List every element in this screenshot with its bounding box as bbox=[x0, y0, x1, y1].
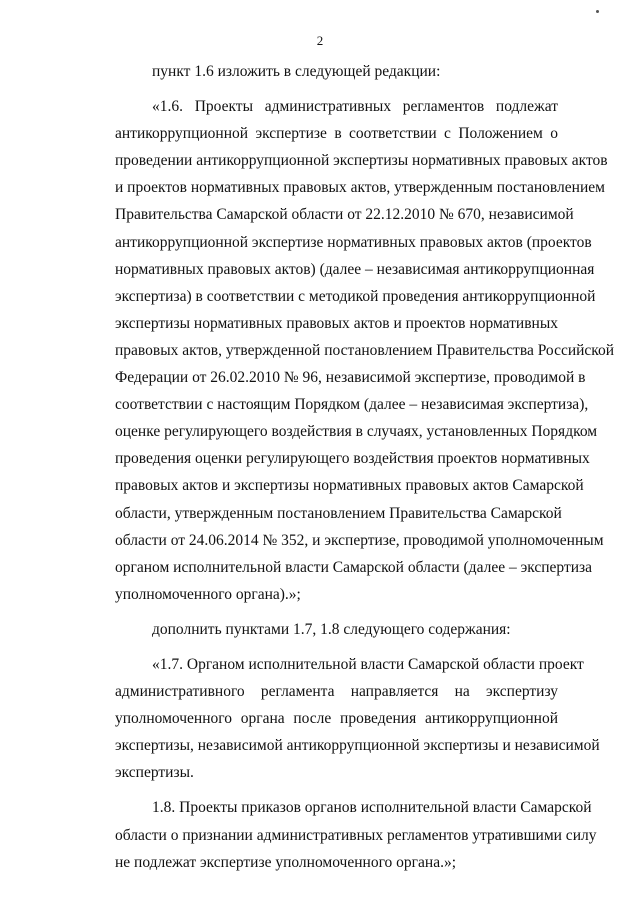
text-line: 1.8. Проекты приказов органов исполнительной власти Самарской bbox=[152, 799, 592, 817]
text-line: Федерации от 26.02.2010 № 96, независимой экспертизе, проводимой в bbox=[115, 369, 586, 387]
text-line: не подлежат экспертизе уполномоченного органа.»; bbox=[115, 853, 457, 871]
paragraph-item-1-6 bbox=[78, 93, 615, 608]
text-line: области о признании административных регламентов утратившими силу bbox=[115, 826, 597, 844]
text-line: Правительства Самарской области от 22.12.2010 № 670, независимой bbox=[115, 206, 574, 224]
paragraph-intro-1-6 bbox=[78, 58, 558, 85]
text-line: «1.7. Органом исполнительной власти Самарской области проект bbox=[152, 655, 584, 673]
text-line: области, утвержденным постановлением Правительства Самарской bbox=[115, 504, 562, 522]
text-line: и проектов нормативных правовых актов, утвержденным постановлением bbox=[115, 179, 605, 197]
text-line: уполномоченного органа).»; bbox=[115, 585, 301, 603]
text-line: антикоррупционной экспертизе в соответствии с Положением о bbox=[115, 125, 558, 143]
document-body bbox=[78, 58, 615, 876]
paragraph-item-1-8 bbox=[78, 794, 597, 875]
text-line: экспертизы. bbox=[115, 764, 194, 782]
text-line: экспертизы, независимой антикоррупционной экспертизы и независимой bbox=[115, 737, 600, 755]
text-line: пункт 1.6 изложить в следующей редакции: bbox=[152, 63, 441, 80]
page-number: 2 bbox=[316, 33, 324, 48]
text-line: области от 24.06.2014 № 352, и экспертизе, проводимой уполномоченным bbox=[115, 531, 604, 549]
text-line: органом исполнительной власти Самарской области (далее – экспертиза bbox=[115, 558, 593, 576]
scan-speck bbox=[596, 10, 599, 13]
paragraph-item-1-7 bbox=[78, 651, 600, 786]
text-line: экспертизы нормативных правовых актов и проектов нормативных bbox=[115, 314, 558, 332]
text-line: соответствии с настоящим Порядком (далее – независимая экспертиза), bbox=[115, 396, 589, 414]
text-line: нормативных правовых актов) (далее – независимая антикоррупционная bbox=[115, 260, 595, 278]
text-line: административного регламента направляется на экспертизу bbox=[115, 683, 558, 701]
paragraph-intro-1-7-1-8 bbox=[78, 616, 558, 643]
text-line: правовых актов и экспертизы нормативных правовых актов Самарской bbox=[115, 477, 584, 495]
text-line: оценке регулирующего воздействия в случаях, установленных Порядком bbox=[115, 423, 598, 441]
text-line: антикоррупционной экспертизе нормативных правовых актов (проектов bbox=[115, 233, 592, 251]
text-line: дополнить пунктами 1.7, 1.8 следующего содержания: bbox=[152, 620, 511, 638]
text-line: «1.6. Проекты административных регламентов подлежат bbox=[152, 98, 558, 116]
text-line: проведении антикоррупционной экспертизы нормативных правовых актов bbox=[115, 152, 608, 170]
text-line: правовых актов, утвержденной постановлением Правительства Российской bbox=[115, 341, 615, 359]
text-line: проведения оценки регулирующего воздействия проектов нормативных bbox=[115, 450, 590, 468]
text-line: уполномоченного органа после проведения антикоррупционной bbox=[115, 710, 558, 728]
text-line: экспертиза) в соответствии с методикой проведения антикоррупционной bbox=[115, 287, 596, 305]
